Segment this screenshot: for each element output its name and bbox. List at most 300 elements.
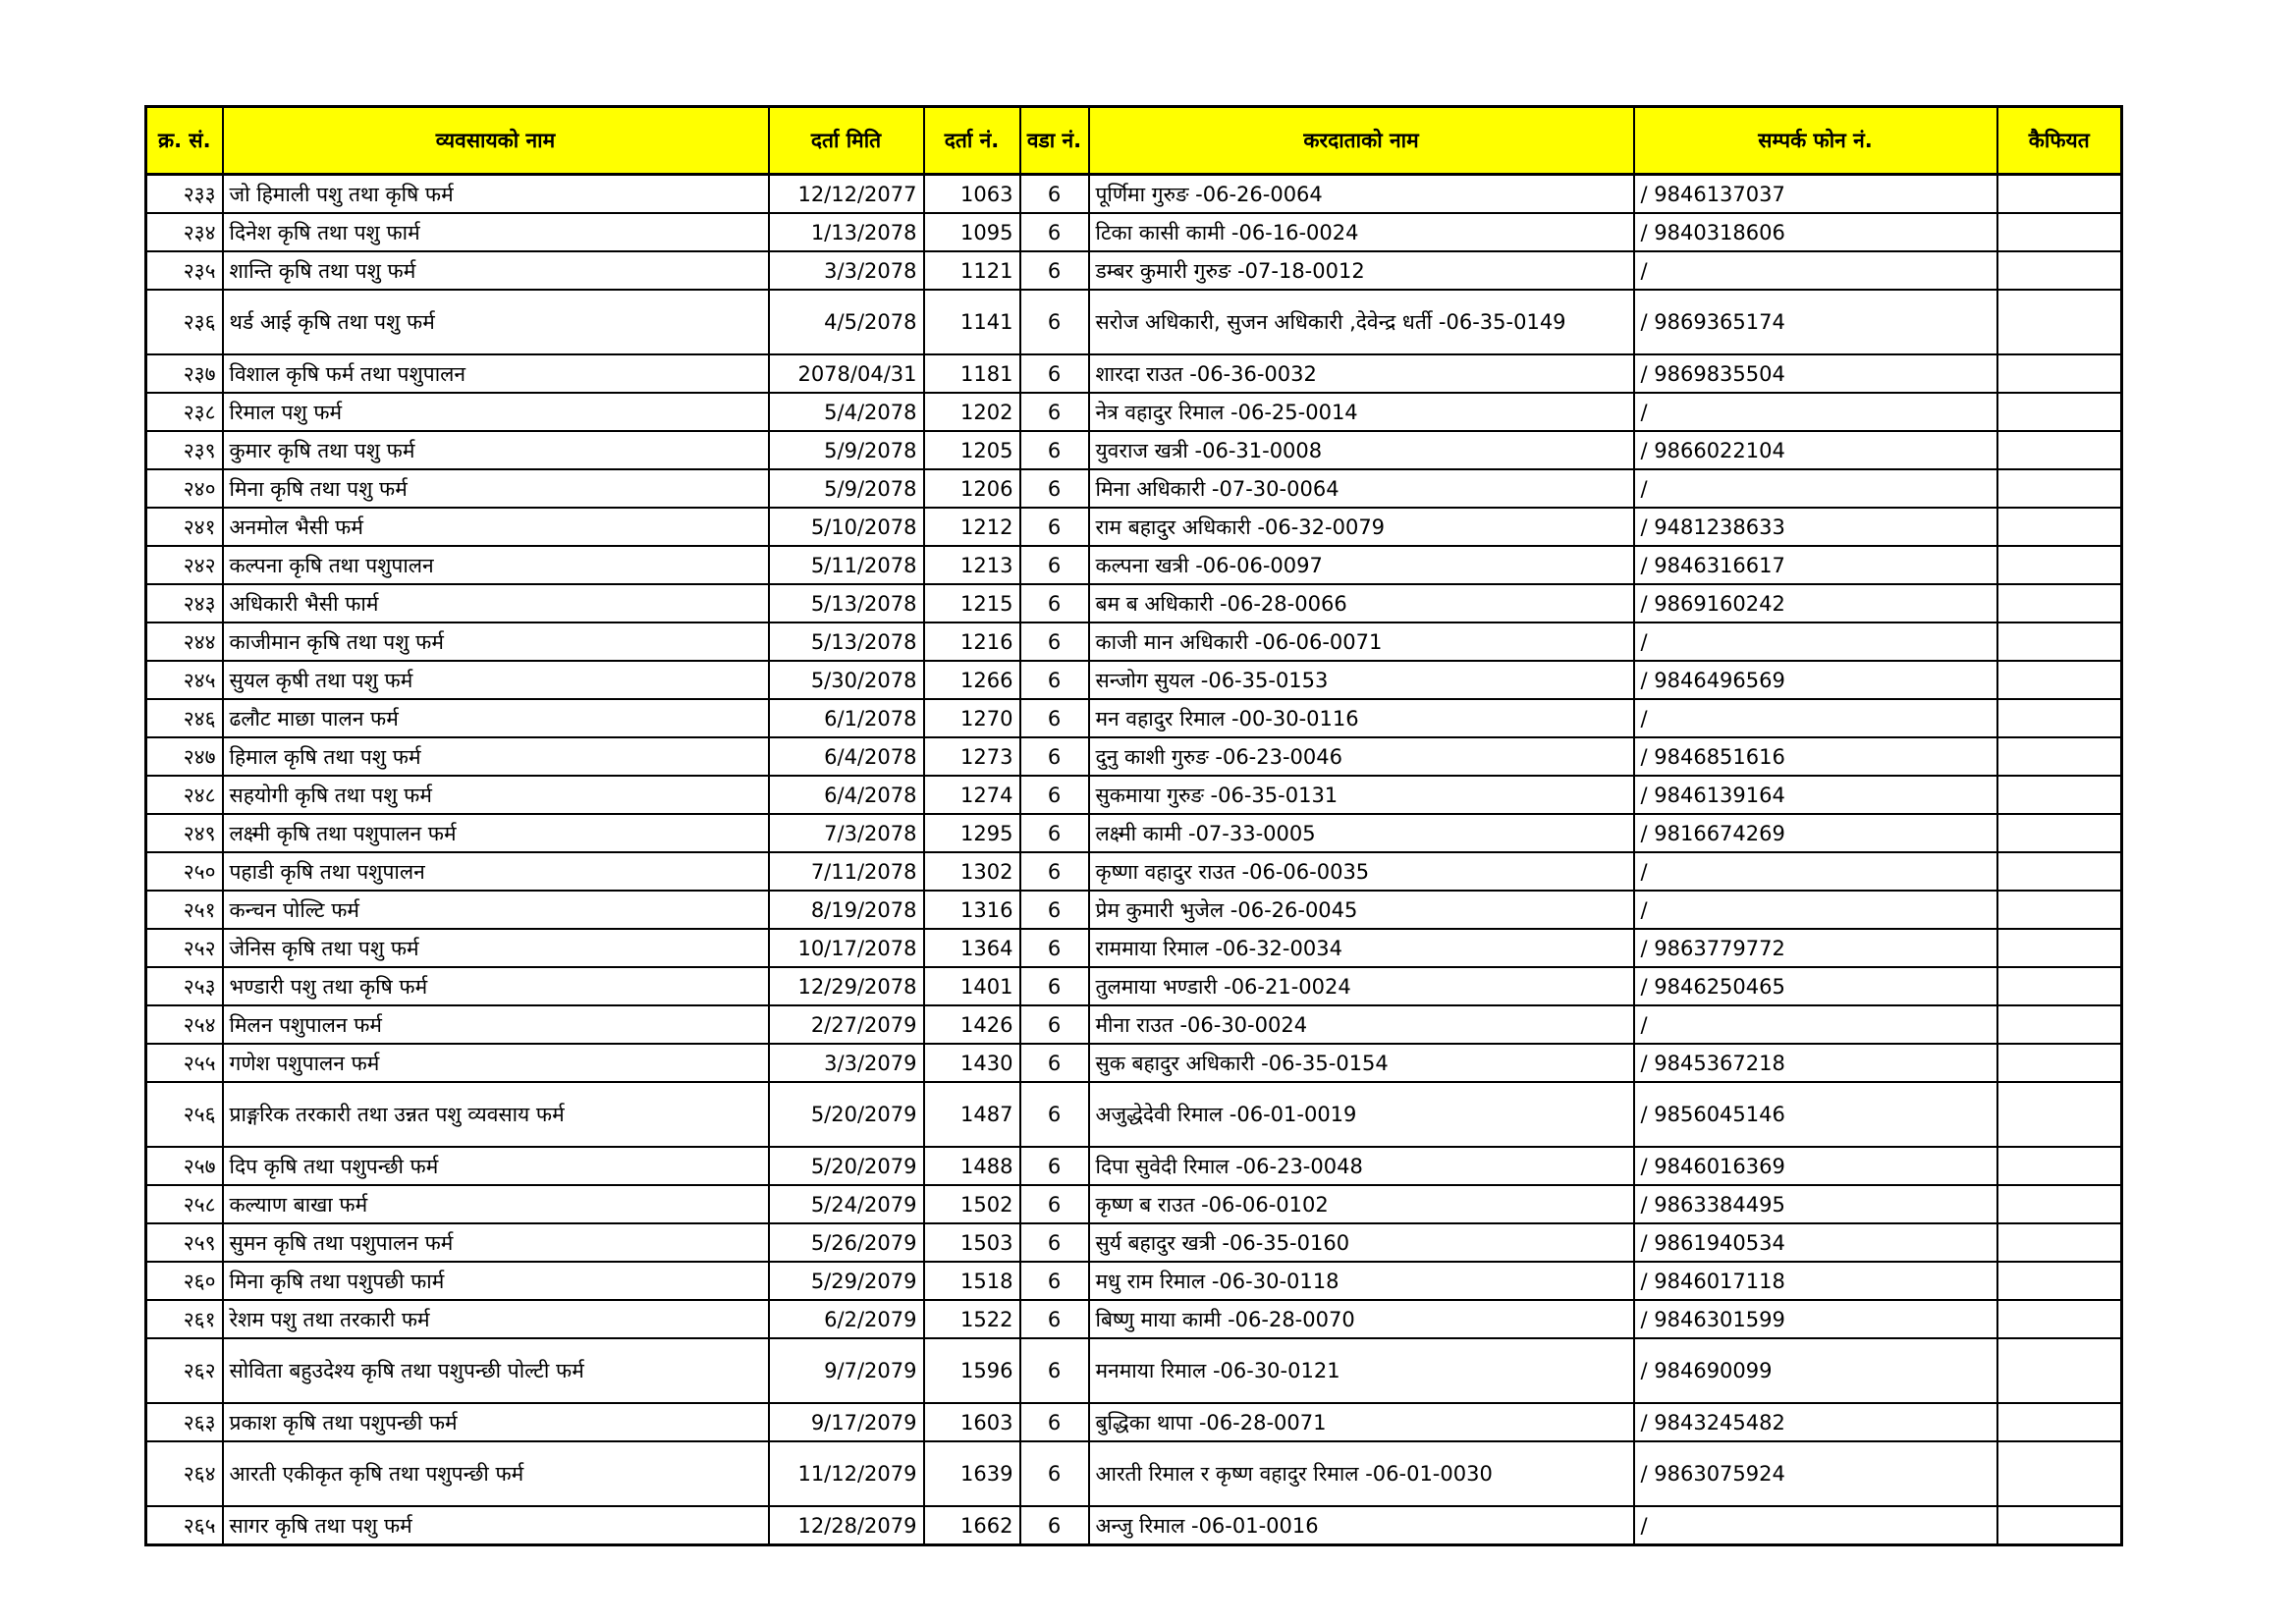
registration-date-cell: 12/12/2077 bbox=[769, 175, 924, 214]
taxpayer-name-cell: टिका कासी कामी -06-16-0024 bbox=[1089, 213, 1634, 251]
registration-date-cell: 6/4/2078 bbox=[769, 737, 924, 776]
serial-cell: २४२ bbox=[146, 546, 223, 584]
registration-date-cell: 6/4/2078 bbox=[769, 776, 924, 814]
business-name-cell: शान्ति कृषि तथा पशु फर्म bbox=[223, 251, 769, 290]
ward-number-cell: 6 bbox=[1020, 1044, 1089, 1082]
contact-phone-cell: / bbox=[1634, 251, 1997, 290]
ward-number-cell: 6 bbox=[1020, 546, 1089, 584]
business-name-cell: सुयल कृषी तथा पशु फर्म bbox=[223, 661, 769, 699]
table-row bbox=[146, 1082, 2122, 1147]
contact-phone-cell: / 9845367218 bbox=[1634, 1044, 1997, 1082]
contact-phone-cell: / bbox=[1634, 852, 1997, 891]
registration-date-cell: 10/17/2078 bbox=[769, 929, 924, 967]
taxpayer-name-cell: कल्पना खत्री -06-06-0097 bbox=[1089, 546, 1634, 584]
serial-cell: २५४ bbox=[146, 1005, 223, 1044]
ward-number-cell: 6 bbox=[1020, 354, 1089, 393]
registration-number-cell: 1202 bbox=[924, 393, 1020, 431]
ward-number-cell: 6 bbox=[1020, 1147, 1089, 1185]
remarks-cell bbox=[1997, 623, 2122, 661]
contact-phone-cell: / 984690099 bbox=[1634, 1338, 1997, 1403]
taxpayer-name-cell: प्रेम कुमारी भुजेल -06-26-0045 bbox=[1089, 891, 1634, 929]
contact-phone-cell: / 9843245482 bbox=[1634, 1403, 1997, 1441]
table-row bbox=[146, 814, 2122, 852]
contact-phone-cell: / 9866022104 bbox=[1634, 431, 1997, 469]
registration-date-cell: 2078/04/31 bbox=[769, 354, 924, 393]
contact-phone-cell: / 9840318606 bbox=[1634, 213, 1997, 251]
registration-date-cell: 6/1/2078 bbox=[769, 699, 924, 737]
registration-number-cell: 1522 bbox=[924, 1300, 1020, 1338]
registration-number-cell: 1273 bbox=[924, 737, 1020, 776]
registration-number-cell: 1430 bbox=[924, 1044, 1020, 1082]
registration-number-cell: 1063 bbox=[924, 175, 1020, 214]
registration-number-cell: 1364 bbox=[924, 929, 1020, 967]
remarks-cell bbox=[1997, 776, 2122, 814]
taxpayer-name-cell: लक्ष्मी कामी -07-33-0005 bbox=[1089, 814, 1634, 852]
contact-phone-cell: / bbox=[1634, 699, 1997, 737]
business-name-cell: सुमन कृषि तथा पशुपालन फर्म bbox=[223, 1223, 769, 1262]
serial-cell: २५२ bbox=[146, 929, 223, 967]
table-row bbox=[146, 251, 2122, 290]
serial-cell: २६३ bbox=[146, 1403, 223, 1441]
remarks-cell bbox=[1997, 1441, 2122, 1506]
taxpayer-name-cell: डम्बर कुमारी गुरुङ -07-18-0012 bbox=[1089, 251, 1634, 290]
header-taxpayer-name: करदाताको नाम bbox=[1089, 107, 1634, 175]
registration-date-cell: 3/3/2079 bbox=[769, 1044, 924, 1082]
table-row bbox=[146, 623, 2122, 661]
table-row bbox=[146, 393, 2122, 431]
registration-number-cell: 1266 bbox=[924, 661, 1020, 699]
ward-number-cell: 6 bbox=[1020, 737, 1089, 776]
contact-phone-cell: / 9846496569 bbox=[1634, 661, 1997, 699]
ward-number-cell: 6 bbox=[1020, 1441, 1089, 1506]
business-name-cell: ढलौट माछा पालन फर्म bbox=[223, 699, 769, 737]
ward-number-cell: 6 bbox=[1020, 852, 1089, 891]
table-row bbox=[146, 852, 2122, 891]
serial-cell: २५० bbox=[146, 852, 223, 891]
serial-cell: २४१ bbox=[146, 508, 223, 546]
contact-phone-cell: / 9846017118 bbox=[1634, 1262, 1997, 1300]
registration-date-cell: 11/12/2079 bbox=[769, 1441, 924, 1506]
registration-number-cell: 1141 bbox=[924, 290, 1020, 354]
table-row bbox=[146, 929, 2122, 967]
serial-cell: २३७ bbox=[146, 354, 223, 393]
contact-phone-cell: / bbox=[1634, 393, 1997, 431]
remarks-cell bbox=[1997, 469, 2122, 508]
table-row bbox=[146, 737, 2122, 776]
header-contact-phone: सम्पर्क फोन नं. bbox=[1634, 107, 1997, 175]
table-row bbox=[146, 584, 2122, 623]
ward-number-cell: 6 bbox=[1020, 1082, 1089, 1147]
taxpayer-name-cell: मधु राम रिमाल -06-30-0118 bbox=[1089, 1262, 1634, 1300]
ward-number-cell: 6 bbox=[1020, 699, 1089, 737]
serial-cell: २४६ bbox=[146, 699, 223, 737]
registration-date-cell: 5/13/2078 bbox=[769, 584, 924, 623]
remarks-cell bbox=[1997, 929, 2122, 967]
header-business-name: व्यवसायको नाम bbox=[223, 107, 769, 175]
business-name-cell: लक्ष्मी कृषि तथा पशुपालन फर्म bbox=[223, 814, 769, 852]
taxpayer-name-cell: युवराज खत्री -06-31-0008 bbox=[1089, 431, 1634, 469]
table-row bbox=[146, 1403, 2122, 1441]
business-name-cell: सागर कृषि तथा पशु फर्म bbox=[223, 1506, 769, 1545]
remarks-cell bbox=[1997, 891, 2122, 929]
table-row bbox=[146, 1185, 2122, 1223]
registration-number-cell: 1603 bbox=[924, 1403, 1020, 1441]
business-name-cell: दिनेश कृषि तथा पशु फार्म bbox=[223, 213, 769, 251]
taxpayer-name-cell: अन्जु रिमाल -06-01-0016 bbox=[1089, 1506, 1634, 1545]
business-name-cell: रिमाल पशु फर्म bbox=[223, 393, 769, 431]
table-row bbox=[146, 1147, 2122, 1185]
ward-number-cell: 6 bbox=[1020, 967, 1089, 1005]
business-name-cell: मिलन पशुपालन फर्म bbox=[223, 1005, 769, 1044]
table-row bbox=[146, 1338, 2122, 1403]
registration-table bbox=[144, 105, 2123, 1546]
registration-number-cell: 1639 bbox=[924, 1441, 1020, 1506]
registration-number-cell: 1213 bbox=[924, 546, 1020, 584]
registration-number-cell: 1181 bbox=[924, 354, 1020, 393]
business-name-cell: कन्चन पोल्टि फर्म bbox=[223, 891, 769, 929]
ward-number-cell: 6 bbox=[1020, 1185, 1089, 1223]
contact-phone-cell: / 9869365174 bbox=[1634, 290, 1997, 354]
registration-date-cell: 9/17/2079 bbox=[769, 1403, 924, 1441]
registration-number-cell: 1216 bbox=[924, 623, 1020, 661]
registration-date-cell: 8/19/2078 bbox=[769, 891, 924, 929]
registration-date-cell: 4/5/2078 bbox=[769, 290, 924, 354]
business-name-cell: कुमार कृषि तथा पशु फर्म bbox=[223, 431, 769, 469]
remarks-cell bbox=[1997, 852, 2122, 891]
table-row bbox=[146, 508, 2122, 546]
remarks-cell bbox=[1997, 1262, 2122, 1300]
taxpayer-name-cell: तुलमाया भण्डारी -06-21-0024 bbox=[1089, 967, 1634, 1005]
ward-number-cell: 6 bbox=[1020, 251, 1089, 290]
registration-number-cell: 1205 bbox=[924, 431, 1020, 469]
ward-number-cell: 6 bbox=[1020, 1300, 1089, 1338]
table-row bbox=[146, 1005, 2122, 1044]
business-name-cell: सहयोगी कृषि तथा पशु फर्म bbox=[223, 776, 769, 814]
business-name-cell: अनमोल भैसी फर्म bbox=[223, 508, 769, 546]
table-row bbox=[146, 175, 2122, 214]
business-name-cell: गणेश पशुपालन फर्म bbox=[223, 1044, 769, 1082]
taxpayer-name-cell: बम ब अधिकारी -06-28-0066 bbox=[1089, 584, 1634, 623]
table-row bbox=[146, 431, 2122, 469]
remarks-cell bbox=[1997, 290, 2122, 354]
business-name-cell: पहाडी कृषि तथा पशुपालन bbox=[223, 852, 769, 891]
table-row bbox=[146, 546, 2122, 584]
remarks-cell bbox=[1997, 1147, 2122, 1185]
ward-number-cell: 6 bbox=[1020, 1338, 1089, 1403]
contact-phone-cell: / 9846316617 bbox=[1634, 546, 1997, 584]
serial-cell: २३३ bbox=[146, 175, 223, 214]
registration-date-cell: 5/10/2078 bbox=[769, 508, 924, 546]
registration-number-cell: 1274 bbox=[924, 776, 1020, 814]
contact-phone-cell: / 9846851616 bbox=[1634, 737, 1997, 776]
remarks-cell bbox=[1997, 584, 2122, 623]
business-name-cell: सोविता बहुउदेश्य कृषि तथा पशुपन्छी पोल्टी फर्म bbox=[223, 1338, 769, 1403]
serial-cell: २५५ bbox=[146, 1044, 223, 1082]
serial-cell: २५६ bbox=[146, 1082, 223, 1147]
taxpayer-name-cell: राम बहादुर अधिकारी -06-32-0079 bbox=[1089, 508, 1634, 546]
ward-number-cell: 6 bbox=[1020, 175, 1089, 214]
table-row bbox=[146, 891, 2122, 929]
contact-phone-cell: / bbox=[1634, 1506, 1997, 1545]
serial-cell: २३८ bbox=[146, 393, 223, 431]
registration-number-cell: 1503 bbox=[924, 1223, 1020, 1262]
registration-date-cell: 9/7/2079 bbox=[769, 1338, 924, 1403]
table-row bbox=[146, 661, 2122, 699]
contact-phone-cell: / 9846301599 bbox=[1634, 1300, 1997, 1338]
business-name-cell: आरती एकीकृत कृषि तथा पशुपन्छी फर्म bbox=[223, 1441, 769, 1506]
contact-phone-cell: / bbox=[1634, 1005, 1997, 1044]
contact-phone-cell: / 9481238633 bbox=[1634, 508, 1997, 546]
business-name-cell: प्रकाश कृषि तथा पशुपन्छी फर्म bbox=[223, 1403, 769, 1441]
ward-number-cell: 6 bbox=[1020, 1223, 1089, 1262]
remarks-cell bbox=[1997, 393, 2122, 431]
registration-number-cell: 1488 bbox=[924, 1147, 1020, 1185]
serial-cell: २६२ bbox=[146, 1338, 223, 1403]
taxpayer-name-cell: मन वहादुर रिमाल -00-30-0116 bbox=[1089, 699, 1634, 737]
table-row bbox=[146, 967, 2122, 1005]
ward-number-cell: 6 bbox=[1020, 814, 1089, 852]
remarks-cell bbox=[1997, 354, 2122, 393]
registration-date-cell: 5/9/2078 bbox=[769, 469, 924, 508]
registration-date-cell: 3/3/2078 bbox=[769, 251, 924, 290]
registration-date-cell: 5/9/2078 bbox=[769, 431, 924, 469]
registration-date-cell: 5/20/2079 bbox=[769, 1082, 924, 1147]
registration-date-cell: 7/3/2078 bbox=[769, 814, 924, 852]
remarks-cell bbox=[1997, 1223, 2122, 1262]
remarks-cell bbox=[1997, 737, 2122, 776]
taxpayer-name-cell: कृष्णा वहादुर राउत -06-06-0035 bbox=[1089, 852, 1634, 891]
business-name-cell: रेशम पशु तथा तरकारी फर्म bbox=[223, 1300, 769, 1338]
ward-number-cell: 6 bbox=[1020, 1005, 1089, 1044]
taxpayer-name-cell: सरोज अधिकारी, सुजन अधिकारी ,देवेन्द्र धर्ती -06-35-0149 bbox=[1089, 290, 1634, 354]
taxpayer-name-cell: बिष्णु माया कामी -06-28-0070 bbox=[1089, 1300, 1634, 1338]
business-name-cell: प्राङ्गरिक तरकारी तथा उन्नत पशु व्यवसाय फर्म bbox=[223, 1082, 769, 1147]
contact-phone-cell: / 9846139164 bbox=[1634, 776, 1997, 814]
business-name-cell: जेनिस कृषि तथा पशु फर्म bbox=[223, 929, 769, 967]
header-remarks: कैफियत bbox=[1997, 107, 2122, 175]
serial-cell: २४९ bbox=[146, 814, 223, 852]
table-row bbox=[146, 213, 2122, 251]
registration-number-cell: 1121 bbox=[924, 251, 1020, 290]
taxpayer-name-cell: पूर्णिमा गुरुङ -06-26-0064 bbox=[1089, 175, 1634, 214]
serial-cell: २३९ bbox=[146, 431, 223, 469]
ward-number-cell: 6 bbox=[1020, 213, 1089, 251]
remarks-cell bbox=[1997, 546, 2122, 584]
registration-date-cell: 12/29/2078 bbox=[769, 967, 924, 1005]
registration-date-cell: 12/28/2079 bbox=[769, 1506, 924, 1545]
table-row bbox=[146, 290, 2122, 354]
table-row bbox=[146, 1506, 2122, 1545]
remarks-cell bbox=[1997, 1338, 2122, 1403]
serial-cell: २५८ bbox=[146, 1185, 223, 1223]
taxpayer-name-cell: राममाया रिमाल -06-32-0034 bbox=[1089, 929, 1634, 967]
serial-cell: २६१ bbox=[146, 1300, 223, 1338]
table-row bbox=[146, 354, 2122, 393]
contact-phone-cell: / 9861940534 bbox=[1634, 1223, 1997, 1262]
table-row bbox=[146, 1223, 2122, 1262]
business-name-cell: मिना कृषि तथा पशु फर्म bbox=[223, 469, 769, 508]
business-name-cell: भण्डारी पशु तथा कृषि फर्म bbox=[223, 967, 769, 1005]
contact-phone-cell: / bbox=[1634, 623, 1997, 661]
taxpayer-name-cell: काजी मान अधिकारी -06-06-0071 bbox=[1089, 623, 1634, 661]
contact-phone-cell: / 9846250465 bbox=[1634, 967, 1997, 1005]
business-name-cell: जो हिमाली पशु तथा कृषि फर्म bbox=[223, 175, 769, 214]
remarks-cell bbox=[1997, 1506, 2122, 1545]
serial-cell: २३६ bbox=[146, 290, 223, 354]
serial-cell: २४० bbox=[146, 469, 223, 508]
serial-cell: २४३ bbox=[146, 584, 223, 623]
contact-phone-cell: / bbox=[1634, 469, 1997, 508]
registration-number-cell: 1270 bbox=[924, 699, 1020, 737]
taxpayer-name-cell: सुर्य बहादुर खत्री -06-35-0160 bbox=[1089, 1223, 1634, 1262]
table-row bbox=[146, 699, 2122, 737]
registration-date-cell: 2/27/2079 bbox=[769, 1005, 924, 1044]
taxpayer-name-cell: दिपा सुवेदी रिमाल -06-23-0048 bbox=[1089, 1147, 1634, 1185]
taxpayer-name-cell: सन्जोग सुयल -06-35-0153 bbox=[1089, 661, 1634, 699]
remarks-cell bbox=[1997, 213, 2122, 251]
business-name-cell: कल्पना कृषि तथा पशुपालन bbox=[223, 546, 769, 584]
registration-number-cell: 1518 bbox=[924, 1262, 1020, 1300]
remarks-cell bbox=[1997, 967, 2122, 1005]
registration-number-cell: 1095 bbox=[924, 213, 1020, 251]
ward-number-cell: 6 bbox=[1020, 1403, 1089, 1441]
remarks-cell bbox=[1997, 661, 2122, 699]
table-body bbox=[146, 175, 2122, 1545]
table-row bbox=[146, 1441, 2122, 1506]
ward-number-cell: 6 bbox=[1020, 431, 1089, 469]
taxpayer-name-cell: कृष्ण ब राउत -06-06-0102 bbox=[1089, 1185, 1634, 1223]
registration-date-cell: 5/13/2078 bbox=[769, 623, 924, 661]
serial-cell: २६४ bbox=[146, 1441, 223, 1506]
remarks-cell bbox=[1997, 175, 2122, 214]
header-ward-number: वडा नं. bbox=[1020, 107, 1089, 175]
registration-number-cell: 1662 bbox=[924, 1506, 1020, 1545]
business-name-cell: हिमाल कृषि तथा पशु फर्म bbox=[223, 737, 769, 776]
registration-date-cell: 5/30/2078 bbox=[769, 661, 924, 699]
serial-cell: २५३ bbox=[146, 967, 223, 1005]
contact-phone-cell: / 9869160242 bbox=[1634, 584, 1997, 623]
ward-number-cell: 6 bbox=[1020, 891, 1089, 929]
business-name-cell: थर्ड आई कृषि तथा पशु फर्म bbox=[223, 290, 769, 354]
registration-number-cell: 1295 bbox=[924, 814, 1020, 852]
remarks-cell bbox=[1997, 699, 2122, 737]
serial-cell: २४७ bbox=[146, 737, 223, 776]
contact-phone-cell: / 9846016369 bbox=[1634, 1147, 1997, 1185]
serial-cell: २५७ bbox=[146, 1147, 223, 1185]
registration-date-cell: 5/29/2079 bbox=[769, 1262, 924, 1300]
registration-number-cell: 1426 bbox=[924, 1005, 1020, 1044]
ward-number-cell: 6 bbox=[1020, 508, 1089, 546]
serial-cell: २६० bbox=[146, 1262, 223, 1300]
registration-number-cell: 1487 bbox=[924, 1082, 1020, 1147]
taxpayer-name-cell: सुकमाया गुरुङ -06-35-0131 bbox=[1089, 776, 1634, 814]
remarks-cell bbox=[1997, 1300, 2122, 1338]
contact-phone-cell: / 9846137037 bbox=[1634, 175, 1997, 214]
ward-number-cell: 6 bbox=[1020, 584, 1089, 623]
registration-date-cell: 5/11/2078 bbox=[769, 546, 924, 584]
serial-cell: २४४ bbox=[146, 623, 223, 661]
header-serial: क्र. सं. bbox=[146, 107, 223, 175]
contact-phone-cell: / 9863384495 bbox=[1634, 1185, 1997, 1223]
contact-phone-cell: / 9816674269 bbox=[1634, 814, 1997, 852]
registration-date-cell: 5/20/2079 bbox=[769, 1147, 924, 1185]
ward-number-cell: 6 bbox=[1020, 469, 1089, 508]
header-row bbox=[146, 107, 2122, 175]
taxpayer-name-cell: मनमाया रिमाल -06-30-0121 bbox=[1089, 1338, 1634, 1403]
serial-cell: २५९ bbox=[146, 1223, 223, 1262]
serial-cell: २६५ bbox=[146, 1506, 223, 1545]
contact-phone-cell: / 9869835504 bbox=[1634, 354, 1997, 393]
serial-cell: २४५ bbox=[146, 661, 223, 699]
table-row bbox=[146, 1300, 2122, 1338]
registration-date-cell: 5/24/2079 bbox=[769, 1185, 924, 1223]
registration-date-cell: 1/13/2078 bbox=[769, 213, 924, 251]
taxpayer-name-cell: नेत्र वहादुर रिमाल -06-25-0014 bbox=[1089, 393, 1634, 431]
remarks-cell bbox=[1997, 508, 2122, 546]
serial-cell: २४८ bbox=[146, 776, 223, 814]
table-row bbox=[146, 776, 2122, 814]
taxpayer-name-cell: आरती रिमाल र कृष्ण वहादुर रिमाल -06-01-0030 bbox=[1089, 1441, 1634, 1506]
ward-number-cell: 6 bbox=[1020, 290, 1089, 354]
remarks-cell bbox=[1997, 1185, 2122, 1223]
contact-phone-cell: / 9856045146 bbox=[1634, 1082, 1997, 1147]
remarks-cell bbox=[1997, 1044, 2122, 1082]
taxpayer-name-cell: मिना अधिकारी -07-30-0064 bbox=[1089, 469, 1634, 508]
serial-cell: २३४ bbox=[146, 213, 223, 251]
taxpayer-name-cell: बुद्धिका थापा -06-28-0071 bbox=[1089, 1403, 1634, 1441]
registration-number-cell: 1302 bbox=[924, 852, 1020, 891]
taxpayer-name-cell: सुक बहादुर अधिकारी -06-35-0154 bbox=[1089, 1044, 1634, 1082]
remarks-cell bbox=[1997, 1403, 2122, 1441]
ward-number-cell: 6 bbox=[1020, 929, 1089, 967]
table-row bbox=[146, 1044, 2122, 1082]
header-registration-number: दर्ता नं. bbox=[924, 107, 1020, 175]
remarks-cell bbox=[1997, 431, 2122, 469]
ward-number-cell: 6 bbox=[1020, 661, 1089, 699]
ward-number-cell: 6 bbox=[1020, 623, 1089, 661]
serial-cell: २३५ bbox=[146, 251, 223, 290]
registration-number-cell: 1212 bbox=[924, 508, 1020, 546]
registration-date-cell: 7/11/2078 bbox=[769, 852, 924, 891]
registration-number-cell: 1401 bbox=[924, 967, 1020, 1005]
taxpayer-name-cell: अजुद्धेदेवी रिमाल -06-01-0019 bbox=[1089, 1082, 1634, 1147]
ward-number-cell: 6 bbox=[1020, 393, 1089, 431]
registration-date-cell: 5/26/2079 bbox=[769, 1223, 924, 1262]
header-registration-date: दर्ता मिति bbox=[769, 107, 924, 175]
business-name-cell: काजीमान कृषि तथा पशु फर्म bbox=[223, 623, 769, 661]
taxpayer-name-cell: शारदा राउत -06-36-0032 bbox=[1089, 354, 1634, 393]
registration-date-cell: 5/4/2078 bbox=[769, 393, 924, 431]
business-name-cell: मिना कृषि तथा पशुपछी फार्म bbox=[223, 1262, 769, 1300]
serial-cell: २५१ bbox=[146, 891, 223, 929]
remarks-cell bbox=[1997, 814, 2122, 852]
ward-number-cell: 6 bbox=[1020, 776, 1089, 814]
taxpayer-name-cell: मीना राउत -06-30-0024 bbox=[1089, 1005, 1634, 1044]
remarks-cell bbox=[1997, 1005, 2122, 1044]
ward-number-cell: 6 bbox=[1020, 1506, 1089, 1545]
registration-number-cell: 1206 bbox=[924, 469, 1020, 508]
contact-phone-cell: / 9863075924 bbox=[1634, 1441, 1997, 1506]
business-name-cell: विशाल कृषि फर्म तथा पशुपालन bbox=[223, 354, 769, 393]
ward-number-cell: 6 bbox=[1020, 1262, 1089, 1300]
contact-phone-cell: / bbox=[1634, 891, 1997, 929]
registration-number-cell: 1502 bbox=[924, 1185, 1020, 1223]
business-name-cell: अधिकारी भैसी फार्म bbox=[223, 584, 769, 623]
registration-number-cell: 1316 bbox=[924, 891, 1020, 929]
registration-number-cell: 1215 bbox=[924, 584, 1020, 623]
business-name-cell: दिप कृषि तथा पशुपन्छी फर्म bbox=[223, 1147, 769, 1185]
remarks-cell bbox=[1997, 1082, 2122, 1147]
